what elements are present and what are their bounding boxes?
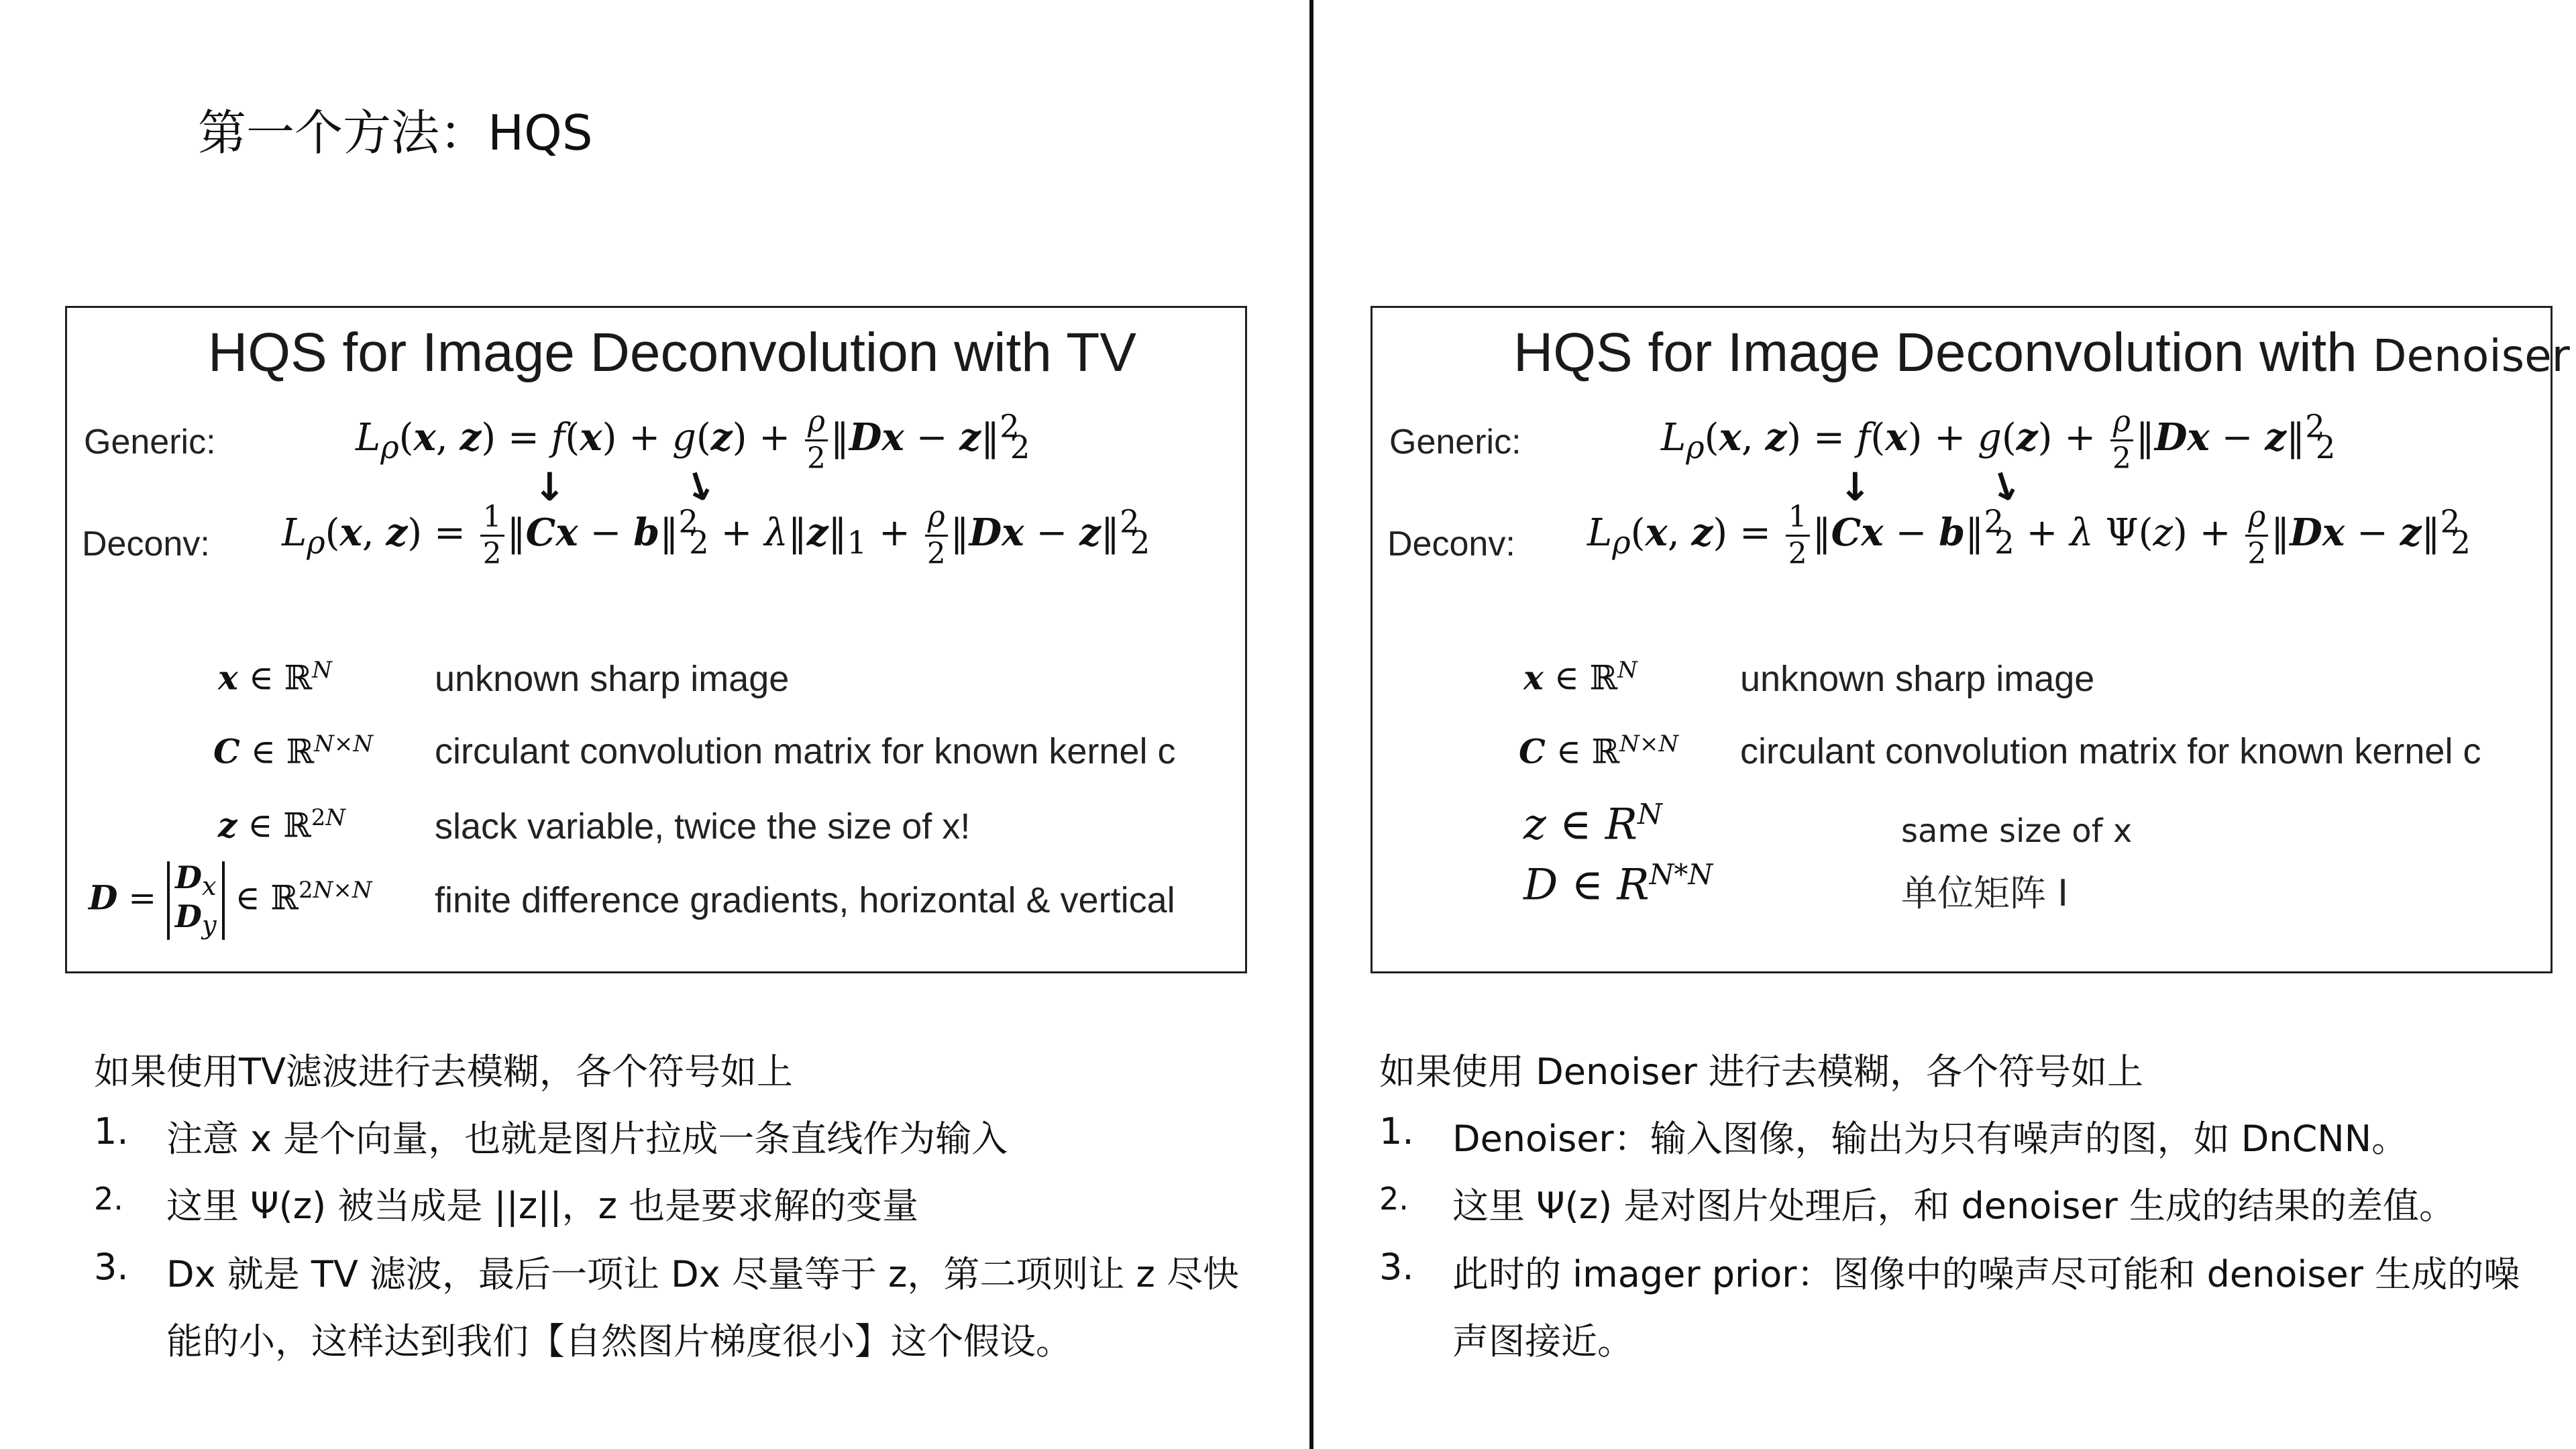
right-item-1-num: 1. bbox=[1379, 1110, 1414, 1152]
left-var-x-desc: unknown sharp image bbox=[435, 659, 790, 699]
right-slide bbox=[1371, 306, 2570, 973]
left-arrow-f: ↓ bbox=[533, 464, 566, 510]
left-var-z-desc: slack variable, twice the size of x! bbox=[435, 806, 971, 847]
right-slide-title bbox=[1513, 321, 2570, 384]
left-arrow-g: ↓ bbox=[676, 460, 722, 514]
right-deconv-formula: $L_\rho(x$, z) = $\frac{1}{2}$ ‖Cx − b‖$^2_2$ + λ Ψ(z) + $\frac{\rho}{2}$ ‖Dx − z‖$^2_2$ bbox=[1587, 500, 2471, 571]
left-var-x: x ∈ ℝ$^N$ bbox=[218, 657, 332, 698]
right-arrow-g: ↓ bbox=[1982, 460, 2027, 514]
right-item-2: 这里 Ψ(z) 是对图片处理后，和 denoiser 生成的结果的差值。 bbox=[1452, 1185, 2455, 1227]
left-var-d: $D = D_x$ $D_y$ ∈ ℝ$^{2N\times N}$ bbox=[89, 859, 372, 941]
right-item-3: 此时的 imager prior：图像中的噪声尽可能和 denoiser 生成的噪 bbox=[1452, 1253, 2520, 1295]
page-title-cn: 第一个方法： bbox=[198, 105, 488, 161]
right-slide-title-main: HQS for Image Deconvolution with bbox=[1513, 322, 2357, 383]
right-var-x: x ∈ ℝ$^N$ bbox=[1523, 657, 1638, 698]
right-item-2-num: 2. bbox=[1379, 1181, 1409, 1217]
right-var-d: D ∈ $R^{N*N}$ bbox=[1523, 858, 1713, 910]
right-var-z-desc: same size of x bbox=[1901, 812, 2133, 850]
right-intro: 如果使用 Denoiser 进行去模糊，各个符号如上 bbox=[1379, 1051, 2143, 1093]
right-slide-title-tail: Denoiser bbox=[2372, 330, 2570, 382]
left-var-c-desc: circulant convolution matrix for known kernel c bbox=[435, 731, 1176, 771]
left-slide-title: HQS for Image Deconvolution with TV bbox=[208, 322, 1136, 383]
left-var-c: C ∈ ℝ$^{N\times N}$ bbox=[213, 731, 374, 771]
left-slide bbox=[65, 306, 1247, 973]
right-var-d-desc: 单位矩阵 I bbox=[1901, 872, 2069, 914]
page-title bbox=[198, 94, 593, 164]
right-generic-label: Generic: bbox=[1389, 423, 1521, 462]
right-item-1: Denoiser：输入图像，输出为只有噪声的图，如 DnCNN。 bbox=[1452, 1118, 2408, 1160]
right-item-3-num: 3. bbox=[1379, 1246, 1414, 1288]
left-item-2-num: 2. bbox=[94, 1181, 123, 1217]
right-var-c-desc: circulant convolution matrix for known kernel c bbox=[1740, 731, 2481, 771]
right-var-z: z ∈ $R^N$ bbox=[1523, 798, 1662, 850]
left-deconv-formula: $L_\rho(x$, z) = $\frac{1}{2}$ ‖Cx − b‖$^2_2$ + $\lambda‖z‖_1$ + $\frac{\rho}{2}$ ‖Dx − z‖$^2_2$ bbox=[282, 500, 1150, 571]
left-var-z: z ∈ ℝ$^{2N}$ bbox=[218, 804, 346, 845]
left-item-3-num: 3. bbox=[94, 1246, 129, 1288]
left-deconv-label: Deconv: bbox=[82, 525, 210, 564]
right-deconv-label: Deconv: bbox=[1387, 525, 1515, 564]
right-item-3-cont: 声图接近。 bbox=[1452, 1320, 1633, 1362]
left-generic-formula: $L_\rho(x$, z) = f(x) + g(z) + $\frac{\rho}{2}$ ‖Dx − z‖$^2_2$ bbox=[356, 405, 1030, 476]
left-item-3: Dx 就是 TV 滤波，最后一项让 Dx 尽量等于 z，第二项则让 z 尽快 bbox=[166, 1253, 1240, 1295]
right-var-x-desc: unknown sharp image bbox=[1740, 659, 2095, 699]
left-intro: 如果使用TV滤波进行去模糊，各个符号如上 bbox=[94, 1051, 793, 1093]
right-arrow-f: ↓ bbox=[1839, 464, 1872, 510]
left-item-3-cont: 能的小，这样达到我们【自然图片梯度很小】这个假设。 bbox=[166, 1320, 1072, 1362]
left-item-2: 这里 Ψ(z) 被当成是 ||z||，z 也是要求解的变量 bbox=[166, 1185, 919, 1227]
center-divider bbox=[1309, 0, 1313, 1449]
left-var-d-desc: finite difference gradients, horizontal & vertical bbox=[435, 880, 1175, 920]
left-item-1: 注意 x 是个向量，也就是图片拉成一条直线作为输入 bbox=[166, 1118, 1008, 1160]
page-title-en: HQS bbox=[488, 105, 593, 161]
right-generic-formula: $L_\rho(x$, z) = f(x) + g(z) + $\frac{\rho}{2}$ ‖Dx − z‖$^2_2$ bbox=[1661, 405, 2336, 476]
left-generic-label: Generic: bbox=[84, 423, 216, 462]
left-item-1-num: 1. bbox=[94, 1110, 129, 1152]
right-var-c: C ∈ ℝ$^{N\times N}$ bbox=[1519, 731, 1679, 771]
